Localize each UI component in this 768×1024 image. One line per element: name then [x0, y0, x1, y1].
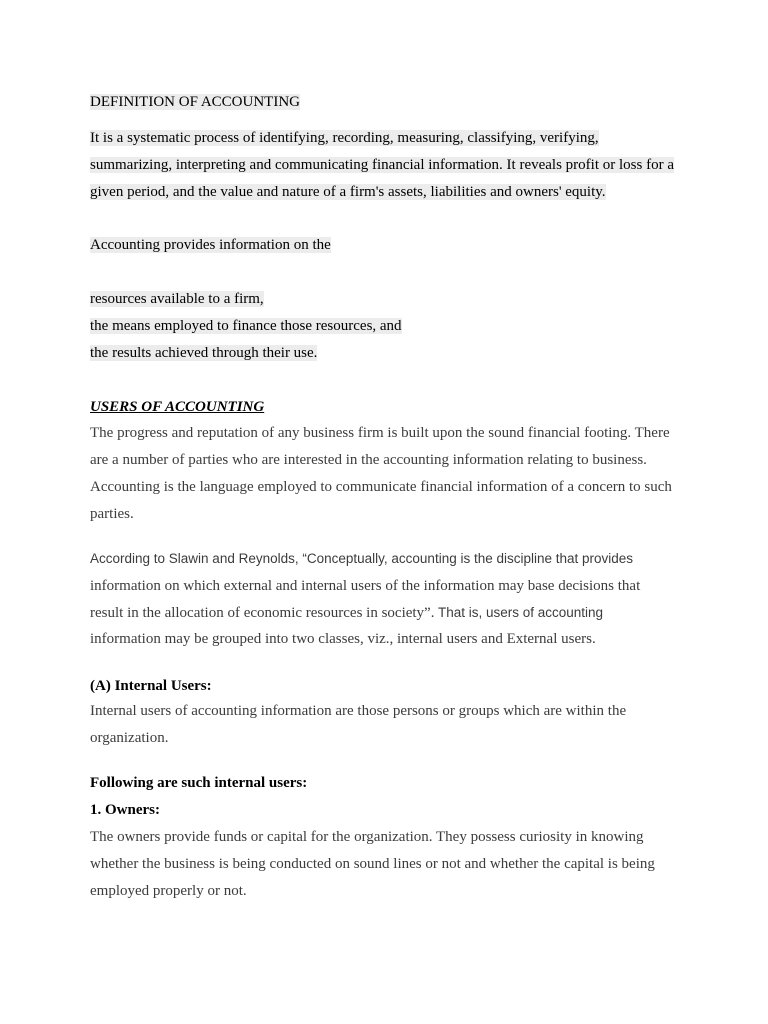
provides-item: the means employed to finance those resources, and [90, 318, 402, 334]
internal-list-heading: Following are such internal users: [90, 775, 308, 791]
quote-line: According to Slawin and Reynolds, “Conceptually, accounting is the discipline that provides [90, 551, 634, 566]
users-paragraph-line: parties. [90, 506, 134, 522]
owners-heading: 1. Owners: [90, 802, 160, 818]
quote-line: result in the allocation of economic resources in society”. That is, users of accounting [90, 605, 604, 621]
provides-item: resources available to a firm, [90, 291, 264, 307]
provides-intro: Accounting provides information on the [90, 237, 331, 253]
quote-line: information on which external and internal users of the information may base decisions that [90, 578, 641, 594]
definition-paragraph-line: summarizing, interpreting and communicating financial information. It reveals profit or loss for a [90, 157, 674, 173]
definition-paragraph-line: given period, and the value and nature of a firm's assets, liabilities and owners' equity. [90, 184, 606, 200]
internal-users-heading: (A) Internal Users: [90, 678, 212, 694]
definition-heading: DEFINITION OF ACCOUNTING [90, 94, 300, 110]
internal-paragraph-line: Internal users of accounting information are those persons or groups which are within the [90, 703, 627, 719]
users-paragraph-line: Accounting is the language employed to communicate financial information of a concern to such [90, 479, 672, 495]
users-paragraph-line: are a number of parties who are interested in the accounting information relating to business. [90, 452, 647, 468]
provides-item: the results achieved through their use. [90, 345, 318, 361]
users-paragraph-line: The progress and reputation of any business firm is built upon the sound financial footing. There [90, 425, 670, 441]
quote-line: information may be grouped into two classes, viz., internal users and External users. [90, 631, 596, 647]
internal-paragraph-line: organization. [90, 730, 169, 746]
owners-paragraph-line: whether the business is being conducted on sound lines or not and whether the capital is being [90, 856, 655, 872]
users-heading: USERS OF ACCOUNTING [90, 399, 265, 415]
definition-paragraph-line: It is a systematic process of identifying, recording, measuring, classifying, verifying, [90, 130, 599, 146]
owners-paragraph-line: The owners provide funds or capital for the organization. They possess curiosity in knowing [90, 829, 644, 845]
owners-paragraph-line: employed properly or not. [90, 883, 247, 899]
